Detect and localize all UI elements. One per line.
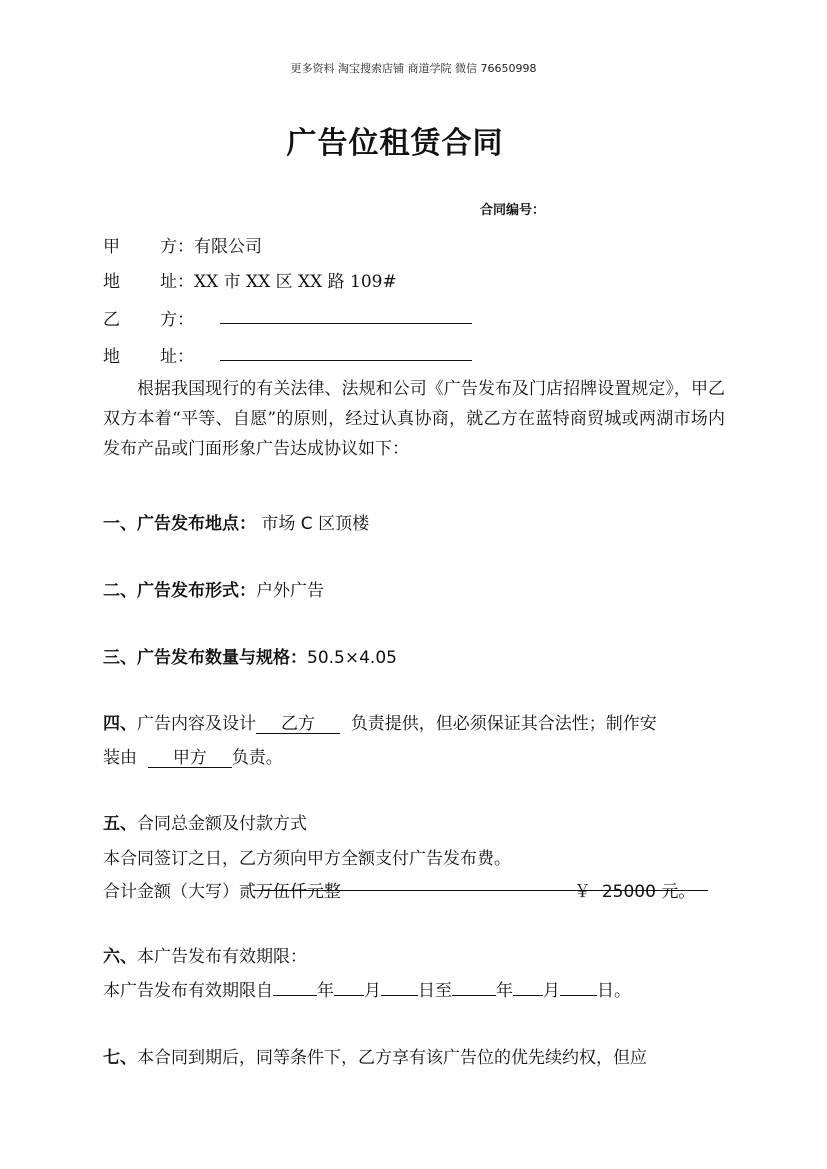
party-a-row bbox=[103, 232, 262, 257]
end-month-label: 月 bbox=[543, 981, 560, 1001]
end-day-blank[interactable] bbox=[560, 995, 597, 996]
end-year-blank[interactable] bbox=[452, 995, 496, 996]
start-day-blank[interactable] bbox=[381, 995, 418, 996]
section-6-number: 六、 bbox=[103, 947, 137, 967]
amount-label: 合计金额（大写） bbox=[103, 882, 239, 902]
party-a-label-1: 甲 bbox=[103, 237, 120, 257]
section-3-label: 广告发布数量与规格： bbox=[137, 648, 307, 668]
section-6-period-row bbox=[103, 976, 631, 1001]
address-a-row bbox=[103, 267, 397, 292]
section-6-title: 本广告发布有效期限： bbox=[137, 947, 307, 967]
section-1-value: 市场 C 区顶楼 bbox=[261, 514, 370, 534]
section-4-text-4: 负责。 bbox=[231, 748, 283, 768]
amount-strike-line bbox=[253, 890, 708, 891]
section-2-label: 广告发布形式： bbox=[137, 581, 256, 601]
section-4-text-1: 广告内容及设计 bbox=[137, 714, 256, 734]
party-b-label-2: 方： bbox=[160, 310, 194, 330]
contract-number-label: 合同编号： bbox=[480, 203, 546, 218]
start-day-label: 日至 bbox=[418, 981, 452, 1001]
address-a-label-1: 地 bbox=[103, 272, 120, 292]
section-4-text-3: 装由 bbox=[103, 748, 137, 768]
end-day-label: 日。 bbox=[597, 981, 631, 1001]
section-6-title-row bbox=[103, 942, 307, 967]
party-b-label-1: 乙 bbox=[103, 310, 120, 330]
start-month-label: 月 bbox=[364, 981, 381, 1001]
section-5-title: 合同总金额及付款方式 bbox=[137, 814, 307, 834]
address-b-blank-line[interactable] bbox=[220, 360, 472, 361]
section-4-number: 四、 bbox=[103, 714, 137, 734]
section-4-text-2: 负责提供，但必须保证其合法性；制作安 bbox=[350, 714, 657, 734]
address-a-value: XX 市 XX 区 XX 路 109# bbox=[194, 272, 397, 292]
section-7 bbox=[103, 1043, 647, 1068]
section-5-number: 五、 bbox=[103, 814, 137, 834]
section-3-number: 三、 bbox=[103, 648, 137, 668]
address-b-label-1: 地 bbox=[103, 347, 120, 367]
section-4-fill-1[interactable]: 乙方 bbox=[256, 715, 340, 734]
start-year-blank[interactable] bbox=[273, 995, 317, 996]
section-4-fill-2[interactable]: 甲方 bbox=[148, 749, 232, 768]
document-title: 广告位租赁合同 bbox=[286, 126, 504, 161]
section-1-label: 广告发布地点： bbox=[137, 514, 256, 534]
amount-unit: 元。 bbox=[661, 882, 696, 902]
section-4-line-2 bbox=[103, 743, 283, 768]
party-b-blank-line[interactable] bbox=[220, 323, 472, 324]
section-3 bbox=[103, 643, 397, 668]
section-2-value: 户外广告 bbox=[256, 581, 324, 601]
section-1 bbox=[103, 509, 369, 534]
section-5-title-row bbox=[103, 809, 307, 834]
start-month-blank[interactable] bbox=[334, 995, 364, 996]
end-year-label: 年 bbox=[496, 981, 513, 1001]
start-year-label: 年 bbox=[317, 981, 334, 1001]
party-b-row bbox=[103, 305, 194, 330]
address-a-label-2: 址： bbox=[160, 272, 194, 292]
period-prefix: 本广告发布有效期限自 bbox=[103, 981, 273, 1001]
address-b-label-2: 址： bbox=[160, 347, 194, 367]
header-note: 更多资料 淘宝搜索店铺 商道学院 微信 76650998 bbox=[290, 62, 537, 75]
amount-symbol: ￥ bbox=[574, 882, 591, 902]
amount-number[interactable]: 25000 bbox=[601, 882, 656, 902]
end-month-blank[interactable] bbox=[513, 995, 543, 996]
section-2 bbox=[103, 576, 324, 601]
party-a-label-2: 方： bbox=[160, 237, 194, 257]
preamble-paragraph: 根据我国现行的有关法律、法规和公司《广告发布及门店招牌设置规定》，甲乙双方本着“平等、自愿”的原则，经过认真协商，就乙方在蓝特商贸城或两湖市场内发布产品或门面形象广告达成协议如下： bbox=[103, 379, 725, 459]
section-5-line-1: 本合同签订之日，乙方须向甲方全额支付广告发布费。 bbox=[103, 849, 511, 869]
section-7-text: 本合同到期后，同等条件下，乙方享有该广告位的优先续约权，但应 bbox=[137, 1048, 647, 1068]
section-7-number: 七、 bbox=[103, 1048, 137, 1068]
section-3-value: 50.5×4.05 bbox=[307, 648, 397, 668]
party-a-value: 有限公司 bbox=[194, 237, 262, 257]
amount-words[interactable]: 贰万伍仟元整 bbox=[239, 882, 341, 902]
section-4-line-1 bbox=[103, 709, 657, 734]
section-2-number: 二、 bbox=[103, 581, 137, 601]
section-1-number: 一、 bbox=[103, 514, 137, 534]
address-b-row bbox=[103, 342, 194, 367]
